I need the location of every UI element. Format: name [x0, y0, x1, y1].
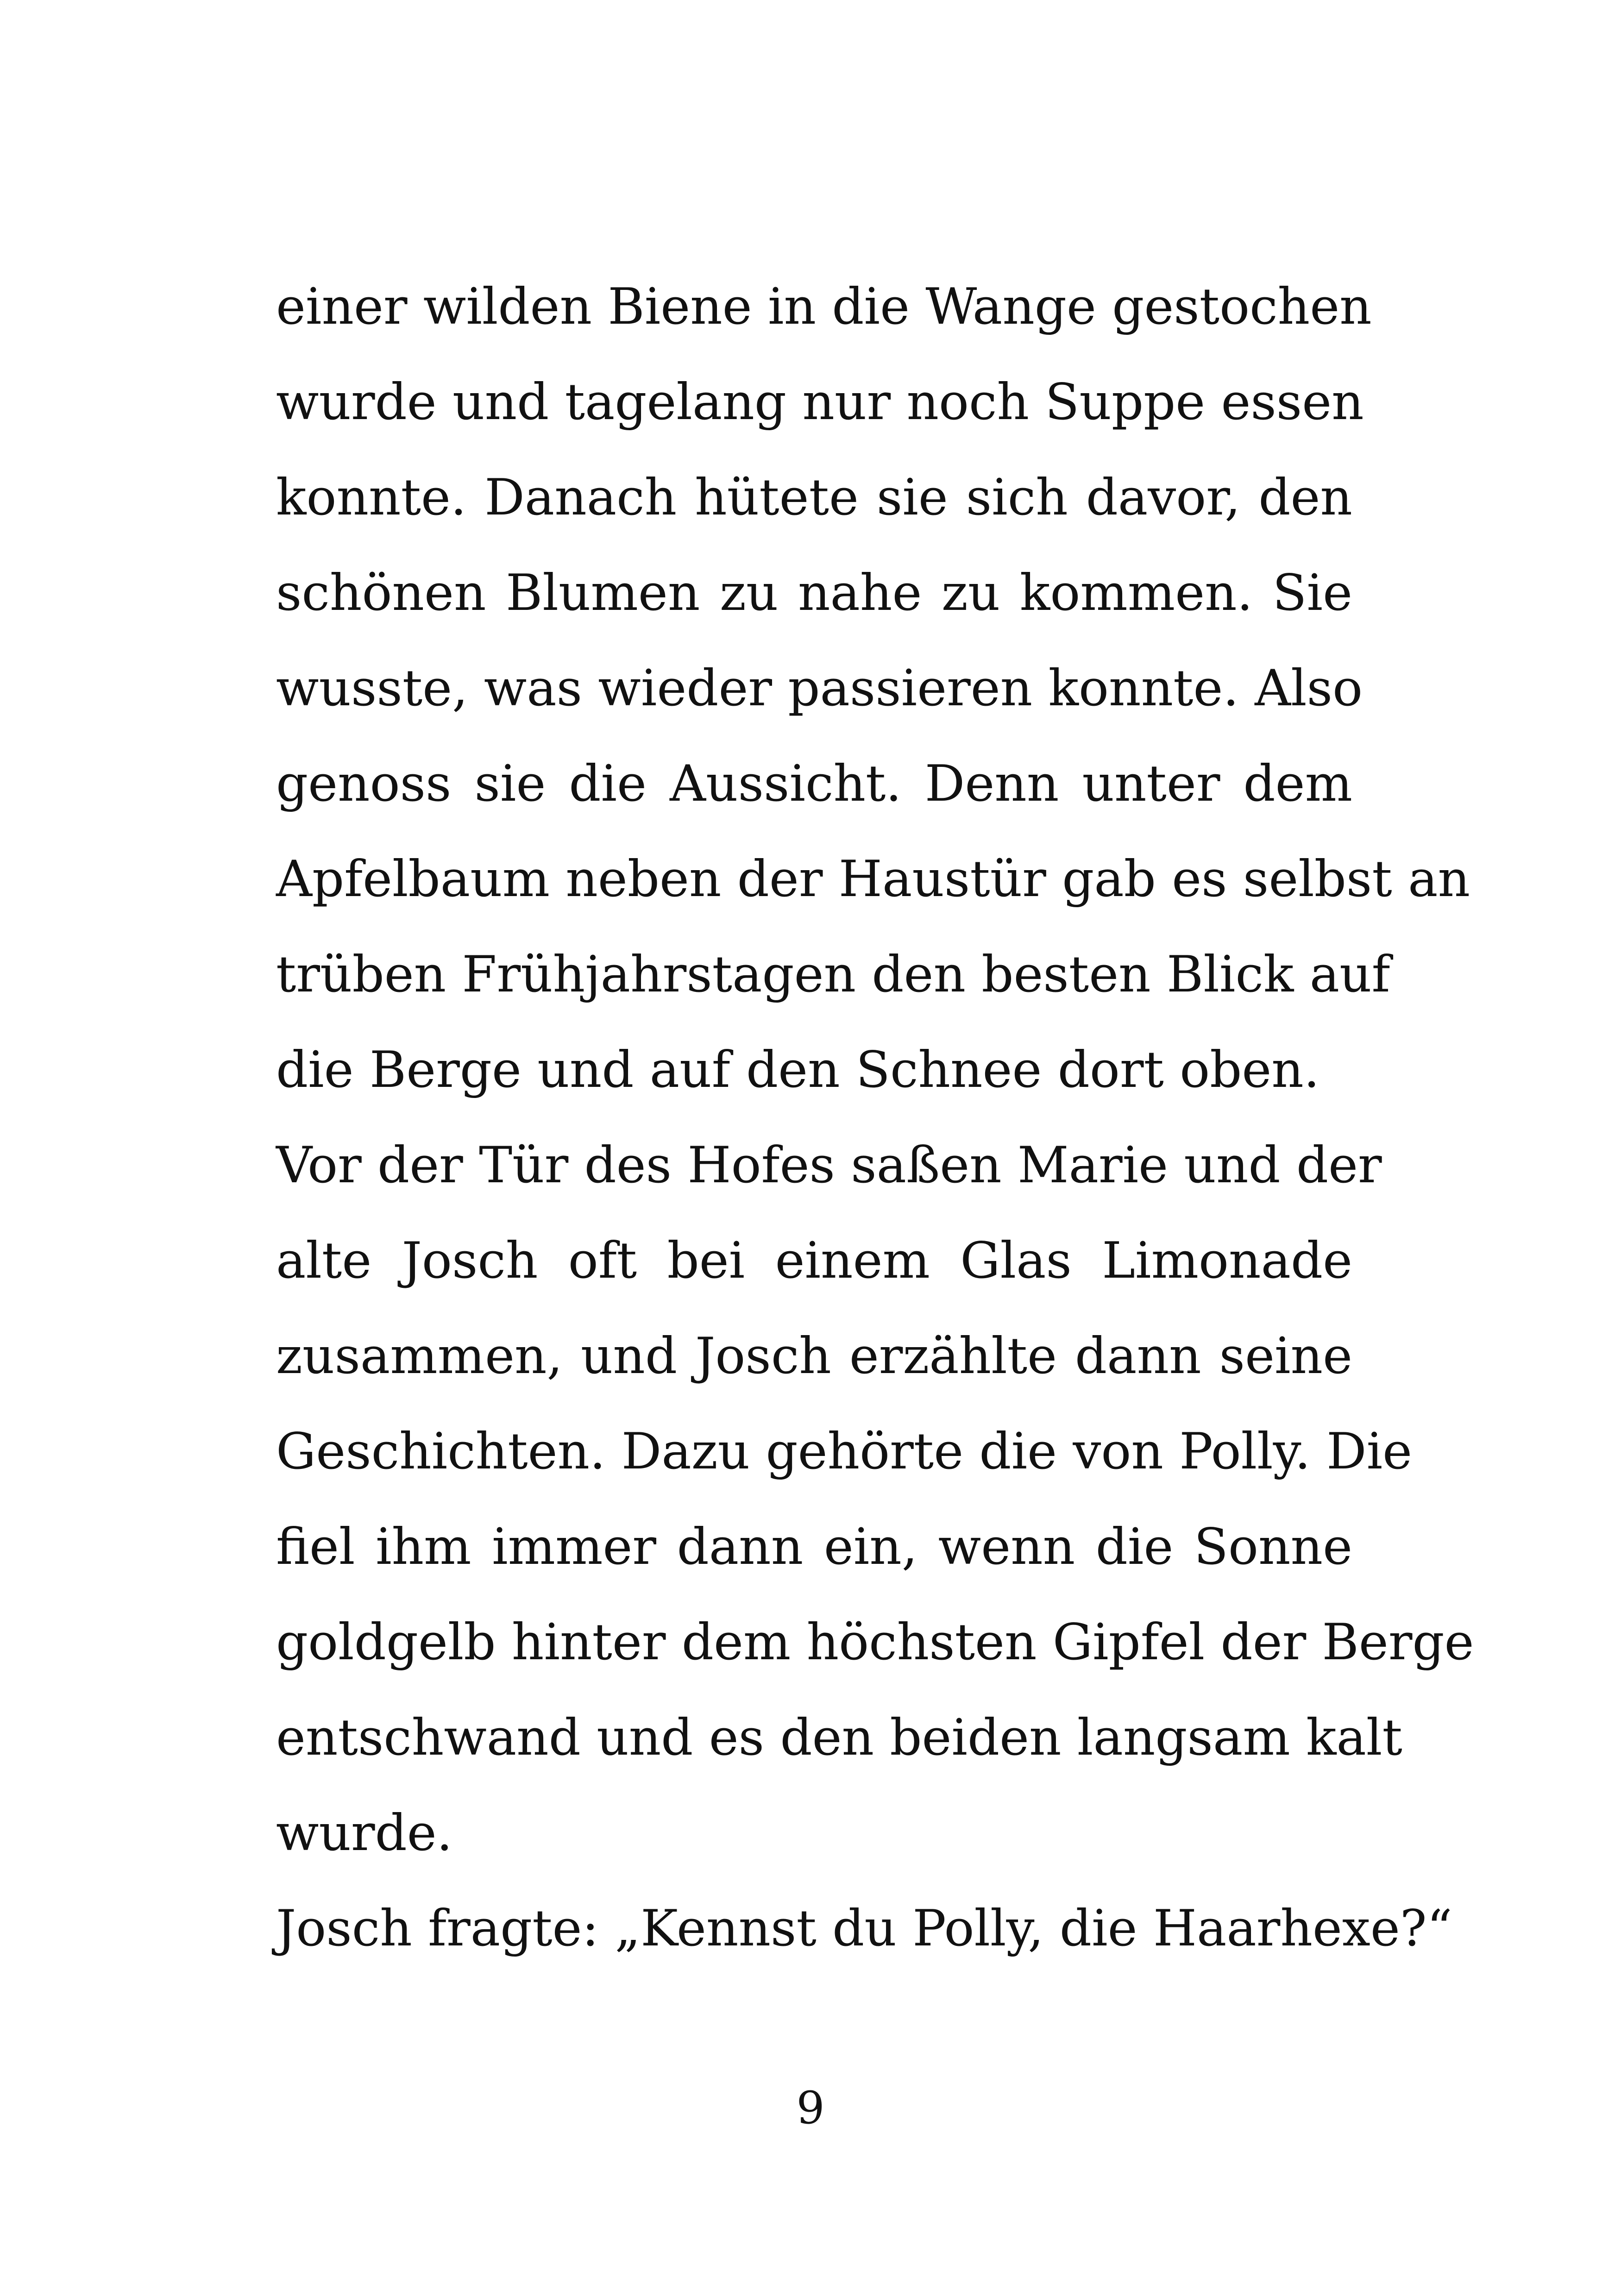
text-line: konnte. Danach hütete sie sich davor, den — [276, 469, 1352, 527]
text-line: schönen Blumen zu nahe zu kommen. Sie — [276, 564, 1352, 622]
text-line: entschwand und es den beiden langsam kalt — [276, 1709, 1402, 1767]
text-line: Josch fragte: „Kennst du Polly, die Haarhexe?“ — [276, 1900, 1452, 1957]
text-line: einer wilden Biene in die Wange gestochen — [276, 278, 1372, 336]
text-line: fiel ihm immer dann ein, wenn die Sonne — [276, 1518, 1352, 1576]
text-line: Geschichten. Dazu gehörte die von Polly. Die — [276, 1423, 1413, 1480]
page-number: 9 — [796, 2082, 825, 2134]
text-line: Apfelbaum neben der Haustür gab es selbst an — [276, 850, 1470, 908]
text-line: wusste, was wieder passieren konnte. Also — [276, 659, 1363, 717]
text-line: alte Josch oft bei einem Glas Limonade — [276, 1232, 1352, 1290]
text-line: Vor der Tür des Hofes saßen Marie und der — [276, 1136, 1382, 1194]
text-line: wurde und tagelang nur noch Suppe essen — [276, 373, 1364, 431]
text-line: zusammen, und Josch erzählte dann seine — [276, 1327, 1352, 1385]
text-line: trüben Frühjahrstagen den besten Blick auf — [276, 946, 1390, 1004]
text-line: genoss sie die Aussicht. Denn unter dem — [276, 755, 1352, 813]
text-line: die Berge und auf den Schnee dort oben. — [276, 1041, 1320, 1099]
text-line: goldgelb hinter dem höchsten Gipfel der Berge — [276, 1613, 1474, 1671]
body-text — [276, 259, 1474, 1976]
text-line: wurde. — [276, 1804, 453, 1862]
